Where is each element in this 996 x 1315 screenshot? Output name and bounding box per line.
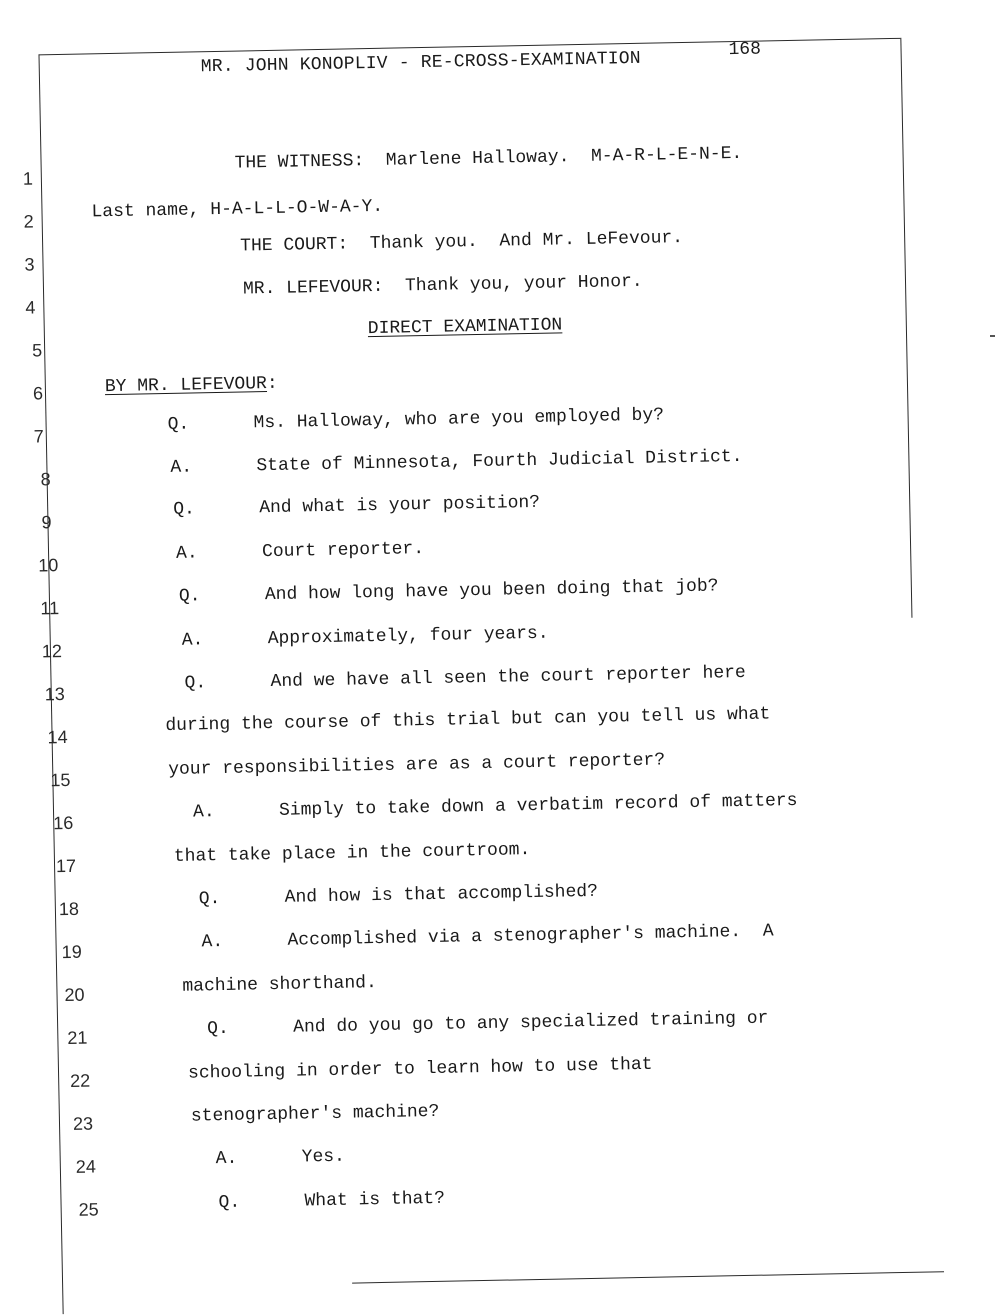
line-number: 6	[32, 383, 44, 404]
line-text: Yes.	[301, 1146, 346, 1168]
qa-marker: A.	[170, 457, 193, 478]
line-text: State of Minnesota, Fourth Judicial District.	[256, 446, 743, 477]
transcript-line	[105, 374, 278, 397]
line-text: And how long have you been doing that job?	[264, 576, 719, 606]
transcript-line	[243, 272, 643, 300]
transcript-line: Last name, H-A-L-L-O-W-A-Y.	[91, 196, 384, 223]
qa-marker: A.	[201, 931, 224, 953]
line-text: Simply to take down a verbatim record of matters	[278, 790, 798, 821]
speaker-label: THE COURT:	[240, 234, 349, 257]
transcript-line	[240, 228, 683, 256]
line-number: 23	[72, 1113, 94, 1134]
qa-marker: Q.	[173, 499, 196, 520]
transcript-line	[182, 624, 549, 651]
line-number: 2	[23, 211, 34, 232]
line-number: 17	[55, 855, 77, 877]
transcript-line	[193, 791, 798, 823]
transcript-line	[218, 1189, 445, 1213]
transcript-line	[179, 576, 719, 606]
line-text: And do you go to any specialized training or	[293, 1008, 769, 1038]
line-text: What is that?	[304, 1188, 446, 1212]
transcript-line	[184, 663, 746, 694]
transcript-line	[234, 144, 742, 174]
page-header-title: MR. JOHN KONOPLIV - RE-CROSS-EXAMINATION	[200, 48, 641, 78]
line-number: 16	[53, 812, 74, 834]
line-number: 9	[41, 512, 52, 533]
line-number: 1	[22, 168, 34, 189]
line-text: Accomplished via a stenographer's machine. A	[287, 921, 774, 951]
line-text: And how is that accomplished?	[284, 881, 599, 908]
qa-marker: A.	[181, 630, 204, 651]
line-text: And what is your position?	[259, 492, 541, 519]
transcript-line	[199, 882, 599, 910]
line-number: 3	[24, 254, 35, 275]
transcript-line: during the course of this trial but can you tell us what	[165, 704, 771, 737]
section-heading: DIRECT EXAMINATION	[367, 315, 563, 340]
line-number: 14	[47, 726, 68, 748]
qa-marker: A.	[192, 802, 215, 823]
qa-marker: Q.	[178, 586, 201, 607]
line-number: 22	[69, 1070, 91, 1091]
line-text: Approximately, four years.	[267, 623, 549, 650]
qa-marker: Q.	[184, 673, 207, 694]
line-number: 11	[40, 598, 60, 619]
page-border-bottom	[352, 1271, 944, 1283]
line-number: 13	[44, 683, 65, 705]
line-number: 10	[38, 555, 59, 576]
transcript-line: machine shorthand.	[182, 973, 378, 997]
line-number: 5	[31, 340, 43, 361]
line-number: 25	[78, 1199, 99, 1220]
line-number: 20	[64, 984, 85, 1006]
line-number: 8	[40, 469, 51, 490]
line-text: Marlene Halloway. M-A-R-L-E-N-E.	[385, 143, 743, 171]
speaker-label: THE WITNESS:	[234, 151, 365, 174]
line-number: 4	[25, 297, 36, 318]
line-number: 12	[41, 641, 63, 662]
qa-marker: Q.	[207, 1018, 230, 1040]
line-number: 7	[33, 426, 45, 447]
qa-marker: A.	[215, 1148, 238, 1170]
examiner-label: BY MR. LEFEVOUR	[104, 374, 268, 398]
transcript-line	[201, 921, 773, 952]
line-text: And we have all seen the court reporter here	[270, 662, 746, 693]
qa-marker: Q.	[167, 414, 190, 435]
line-number: 18	[58, 898, 80, 920]
transcript-line: that take place in the courtroom.	[173, 840, 531, 867]
qa-marker: Q.	[218, 1192, 241, 1214]
transcript-line	[173, 493, 540, 520]
transcript-line	[167, 405, 664, 435]
transcript-line	[216, 1147, 346, 1169]
transcript-line: schooling in order to learn how to use that	[187, 1054, 653, 1084]
line-text: Thank you. And Mr. LeFevour.	[369, 228, 684, 255]
transcript-line	[176, 539, 424, 564]
qa-marker: Q.	[198, 889, 221, 910]
transcript-line: your responsibilities are as a court reporter?	[168, 750, 666, 781]
line-number: 15	[50, 769, 71, 791]
line-text: Ms. Halloway, who are you employed by?	[253, 405, 665, 434]
line-text: Thank you, your Honor.	[404, 271, 643, 297]
line-text: Court reporter.	[261, 539, 425, 563]
scan-mark	[990, 335, 995, 337]
line-number: 24	[75, 1156, 97, 1177]
line-number: 19	[61, 941, 82, 963]
transcript-line	[207, 1009, 769, 1040]
examiner-label-colon: :	[266, 373, 278, 395]
speaker-label: MR. LEFEVOUR:	[242, 276, 384, 300]
page-border-right	[900, 38, 912, 618]
transcript-line	[170, 447, 742, 478]
line-number: 21	[67, 1027, 88, 1048]
page-number: 168	[728, 39, 762, 61]
qa-marker: A.	[175, 543, 198, 564]
transcript-line: stenographer's machine?	[190, 1101, 440, 1127]
